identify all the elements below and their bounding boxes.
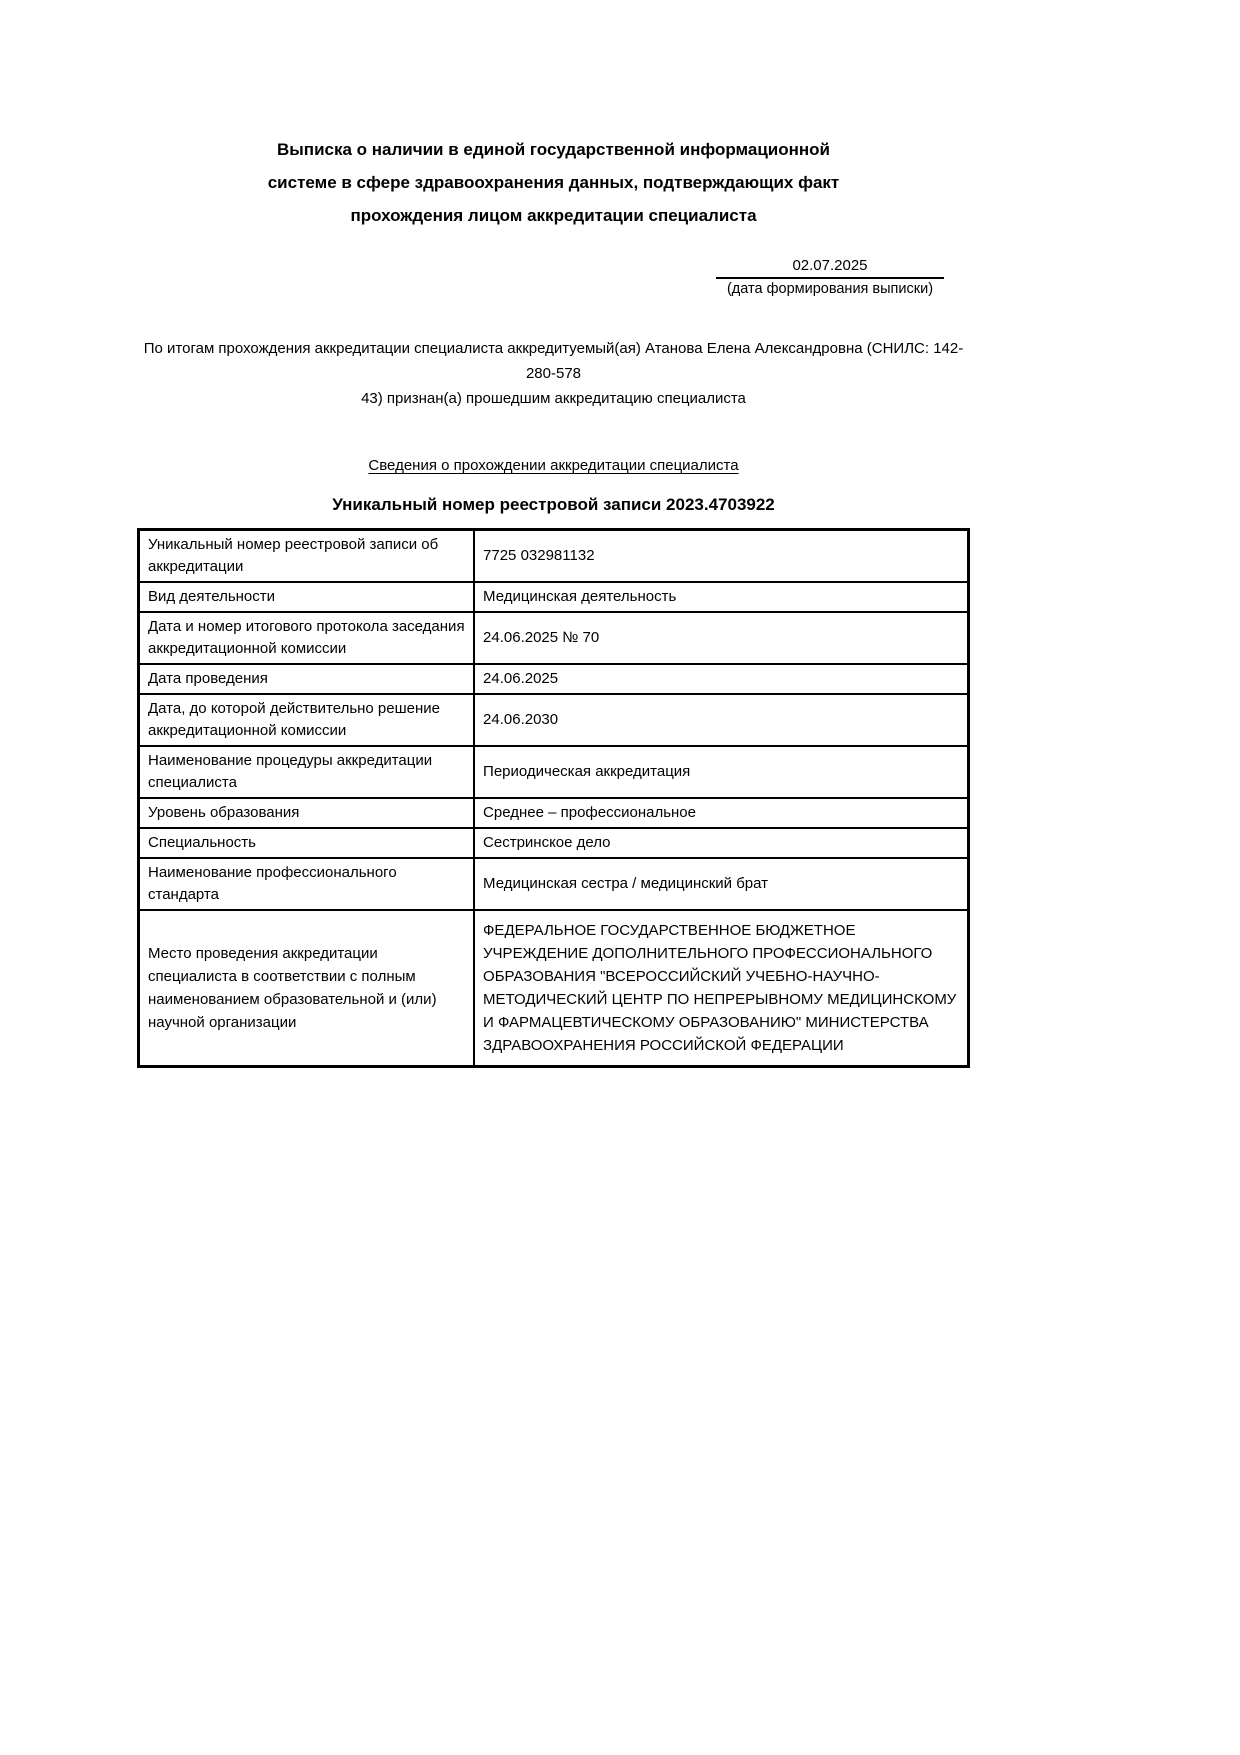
row-label: Дата и номер итогового протокола заседания аккредитационной комиссии <box>139 612 475 664</box>
intro-line-2: 43) признан(а) прошедшим аккредитацию специалиста <box>361 390 746 407</box>
table-row <box>139 694 969 746</box>
row-label: Дата проведения <box>139 664 475 694</box>
table-row <box>139 612 969 664</box>
table-row <box>139 828 969 858</box>
row-label: Наименование процедуры аккредитации специалиста <box>139 746 475 798</box>
table-row <box>139 746 969 798</box>
intro-paragraph <box>137 336 970 411</box>
table-row <box>139 798 969 828</box>
document-title <box>137 0 970 232</box>
document-title-line-2: системе в сфере здравоохранения данных, подтверждающих факт <box>267 173 840 192</box>
row-value: ФЕДЕРАЛЬНОЕ ГОСУДАРСТВЕННОЕ БЮДЖЕТНОЕ УЧРЕЖДЕНИЕ ДОПОЛНИТЕЛЬНОГО ПРОФЕССИОНАЛЬНОГО ОБРАЗОВАНИЯ "ВСЕРОССИЙСКИЙ УЧЕБНО-НАУЧНО-МЕТОДИЧЕСКИЙ ЦЕНТР ПО НЕПРЕРЫВНОМУ МЕДИЦИНСКОМУ И ФАРМАЦЕВТИЧЕСКОМУ ОБРАЗОВАНИЮ" МИНИСТЕРСТВА ЗДРАВООХРАНЕНИЯ РОССИЙСКОЙ ФЕДЕРАЦИИ <box>474 910 968 1067</box>
section-heading: Сведения о прохождении аккредитации специалиста <box>368 457 739 474</box>
row-value: 24.06.2030 <box>474 694 968 746</box>
table-row <box>139 582 969 612</box>
row-value: Медицинская сестра / медицинский брат <box>474 858 968 910</box>
formation-date-value: 02.07.2025 <box>716 257 944 279</box>
row-label: Наименование профессионального стандарта <box>139 858 475 910</box>
table-row <box>139 530 969 583</box>
document-title-line-1: Выписка о наличии в единой государственной информационной <box>277 140 830 159</box>
intro-line-1: По итогам прохождения аккредитации специалиста аккредитуемый(ая) Атанова Елена Александровна (СНИЛС: 142-280-578 <box>143 340 964 382</box>
row-value: Медицинская деятельность <box>474 582 968 612</box>
row-label: Вид деятельности <box>139 582 475 612</box>
row-value: 24.06.2025 № 70 <box>474 612 968 664</box>
row-label: Специальность <box>139 828 475 858</box>
row-value: Среднее – профессиональное <box>474 798 968 828</box>
row-value: 24.06.2025 <box>474 664 968 694</box>
row-label: Уровень образования <box>139 798 475 828</box>
table-row <box>139 664 969 694</box>
row-value: Периодическая аккредитация <box>474 746 968 798</box>
document-content <box>137 0 970 1068</box>
document-title-line-3: прохождения лицом аккредитации специалиста <box>350 206 757 225</box>
formation-date-label: (дата формирования выписки) <box>726 281 934 297</box>
row-label: Место проведения аккредитации специалиста в соответствии с полным наименованием образовательной и (или) научной организации <box>139 910 475 1067</box>
formation-date-block <box>716 257 944 297</box>
row-label: Дата, до которой действительно решение аккредитационной комиссии <box>139 694 475 746</box>
registry-number-heading: Уникальный номер реестровой записи 2023.4703922 <box>332 495 775 514</box>
table-row <box>139 858 969 910</box>
accreditation-table <box>137 528 970 1068</box>
row-value: 7725 032981132 <box>474 530 968 583</box>
row-value: Сестринское дело <box>474 828 968 858</box>
row-label: Уникальный номер реестровой записи об аккредитации <box>139 530 475 583</box>
table-row <box>139 910 969 1067</box>
